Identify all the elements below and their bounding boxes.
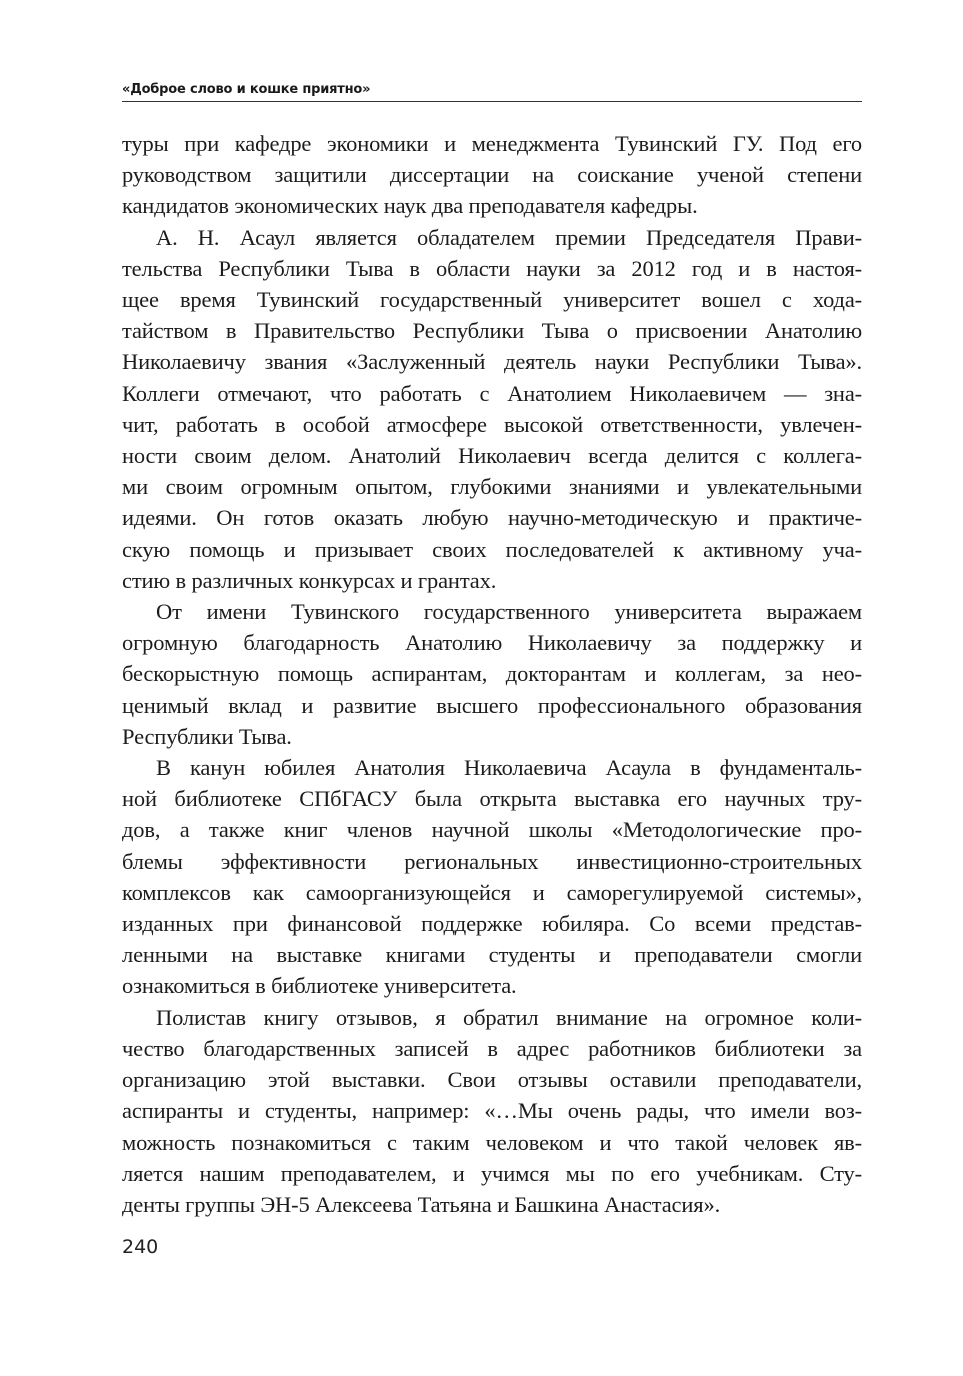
text-line: идеями. Он готов оказать любую научно-методическую и практиче- bbox=[122, 505, 862, 531]
text-line: ляется нашим преподавателем, и учимся мы по его учебникам. Сту- bbox=[122, 1160, 862, 1186]
text-line: аспиранты и студенты, например: «…Мы очень рады, что имели воз- bbox=[122, 1098, 862, 1124]
page-number: 240 bbox=[122, 1236, 159, 1258]
text-line: чит, работать в особой атмосфере высокой ответственности, увлечен- bbox=[122, 411, 862, 437]
text-line: кандидатов экономических наук два преподавателя кафедры. bbox=[122, 193, 698, 219]
text-line: щее время Тувинский государственный университет вошел с хода- bbox=[122, 287, 862, 313]
text-line: ценимый вклад и развитие высшего профессионального образования bbox=[122, 692, 862, 718]
text-line: ленными на выставке книгами студенты и преподаватели смогли bbox=[122, 942, 862, 968]
text-line: организацию этой выставки. Свои отзывы оставили преподаватели, bbox=[122, 1067, 862, 1093]
paragraph bbox=[122, 596, 862, 752]
text-line: ми своим огромным опытом, глубокими знаниями и увлекательными bbox=[122, 474, 862, 500]
text-line: бескорыстную помощь аспирантам, докторантам и коллегам, за нео- bbox=[122, 661, 862, 687]
text-line: Николаевичу звания «Заслуженный деятель науки Республики Тыва». bbox=[122, 349, 862, 375]
text-line: скую помощь и призывает своих последователей к активному уча- bbox=[122, 536, 862, 562]
text-line: тельства Республики Тыва в области науки за 2012 год и в настоя- bbox=[122, 255, 862, 281]
text-line: А. Н. Асаул является обладателем премии Председателя Прави- bbox=[156, 224, 862, 250]
text-line: ной библиотеке СПбГАСУ была открыта выставка его научных тру- bbox=[122, 786, 862, 812]
paragraph bbox=[122, 128, 862, 222]
text-line: блемы эффективности региональных инвестиционно-строительных bbox=[122, 848, 862, 874]
text-line: В канун юбилея Анатолия Николаевича Асаула в фундаменталь- bbox=[156, 755, 862, 781]
text-line: руководством защитили диссертации на соискание ученой степени bbox=[122, 162, 862, 188]
text-line: ности своим делом. Анатолий Николаевич всегда делится с коллега- bbox=[122, 443, 862, 469]
text-line: От имени Тувинского государственного университета выражаем bbox=[156, 599, 862, 625]
text-line: тайством в Правительство Республики Тыва о присвоении Анатолию bbox=[122, 318, 862, 344]
paragraph bbox=[122, 222, 862, 596]
text-line: Полистав книгу отзывов, я обратил внимание на огромное коли- bbox=[156, 1004, 862, 1030]
text-line: Коллеги отмечают, что работать с Анатолием Николаевичем — зна- bbox=[122, 380, 862, 406]
text-line: комплексов как самоорганизующейся и саморегулируемой системы», bbox=[122, 879, 862, 905]
text-line: Республики Тыва. bbox=[122, 723, 292, 749]
text-line: ознакомиться в библиотеке университета. bbox=[122, 973, 517, 999]
text-line: стию в различных конкурсах и грантах. bbox=[122, 567, 497, 593]
running-title: «Доброе слово и кошке приятно» bbox=[122, 82, 862, 102]
text-line: огромную благодарность Анатолию Николаевичу за поддержку и bbox=[122, 630, 862, 656]
text-line: денты группы ЭН-5 Алексеева Татьяна и Башкина Анастасия». bbox=[122, 1191, 721, 1217]
paragraph bbox=[122, 752, 862, 1002]
text-line: туры при кафедре экономики и менеджмента Тувинский ГУ. Под его bbox=[122, 131, 862, 156]
text-line: чество благодарственных записей в адрес работников библиотеки за bbox=[122, 1035, 862, 1061]
body-text bbox=[122, 128, 862, 1220]
text-line: изданных при финансовой поддержке юбиляра. Со всеми представ- bbox=[122, 911, 862, 937]
text-line: можность познакомиться с таким человеком и что такой человек яв- bbox=[122, 1129, 862, 1155]
paragraph bbox=[122, 1002, 862, 1220]
text-line: дов, а также книг членов научной школы «Методологические про- bbox=[122, 817, 862, 843]
